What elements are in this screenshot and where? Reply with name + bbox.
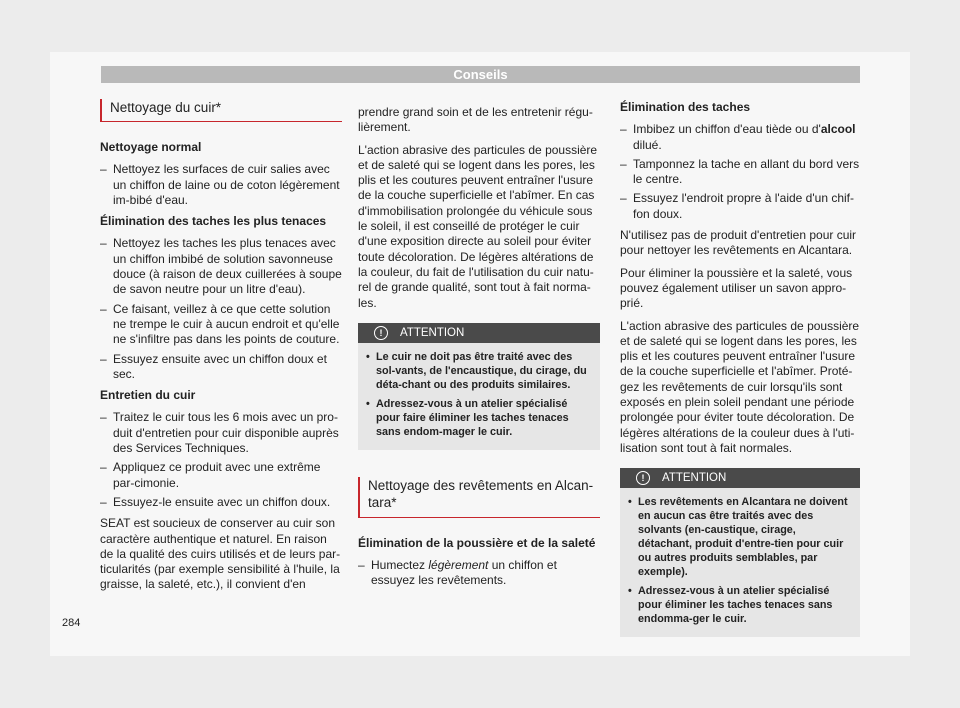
page-number: 284 — [62, 617, 81, 629]
dust-list — [358, 558, 600, 589]
warning-item: • Adressez-vous à un atelier spécialisé pour éliminer les taches tenaces sans endomma-ger le cuir. — [628, 584, 852, 626]
paragraph: Pour éliminer la poussière et la saleté, vous pouvez également utiliser un savon appro-prié. — [620, 265, 853, 311]
list-item: – Traitez le cuir tous les 6 mois avec un pro-duit d'entretien pour cuir disponible auprès des Services Techniques. — [100, 410, 342, 456]
list-item: – Imbibez un chiffon d'eau tiède ou d'alcool dilué. — [620, 122, 860, 153]
warning-icon: ! — [374, 326, 388, 340]
paragraph: L'action abrasive des particules de poussière et de saleté qui se logent dans les pores, les plis et les coutures peuvent entraîner l'usure de la couche superficielle et l'abîmer. Proté-gez les revêtements de cuir lorsqu'ils sont exposés en plein soleil pendant une période prolongée pour éviter toute décoloration. De légères altérations de la couleur dues à l'uti-lisation sont tout à fait normales. — [620, 318, 860, 455]
paragraph: prendre grand soin et de les entretenir régu-lièrement. — [358, 105, 593, 135]
paragraph: N'utilisez pas de produit d'entretien pour cuir pour nettoyer les revêtements en Alcantara. — [620, 228, 857, 258]
heading-stain-removal: Élimination des taches — [620, 100, 751, 114]
list-item: – Tamponnez la tache en allant du bord vers le centre. — [620, 157, 860, 188]
warning-title: ATTENTION — [662, 472, 727, 485]
column-left — [100, 99, 342, 600]
warning-item: • Adressez-vous à un atelier spécialisé pour faire éliminer les taches tenaces sans endom-mager le cuir. — [366, 397, 592, 439]
list-item: – Humectez légèrement un chiffon et essuyez les revêtements. — [358, 558, 600, 589]
warning-box — [358, 323, 600, 450]
warning-item: • Les revêtements en Alcantara ne doivent en aucun cas être traités avec des solvants (en-caustique, cirage, détachant, produit d'entre-tien pour cuir ou autres produits semblables, par exemple). — [628, 495, 852, 579]
warning-body — [358, 343, 600, 450]
warning-header — [620, 468, 860, 488]
normal-list — [100, 162, 342, 208]
list-item: – Essuyez l'endroit propre à l'aide d'un chif-fon doux. — [620, 191, 860, 222]
warning-box — [620, 468, 860, 637]
list-item: – Essuyez ensuite avec un chiffon doux et sec. — [100, 352, 342, 383]
list-item: – Appliquez ce produit avec une extrême par-cimonie. — [100, 460, 342, 491]
warning-header — [358, 323, 600, 343]
column-right — [620, 100, 860, 637]
emphasis: légèrement — [428, 558, 489, 573]
section-title-leather: Nettoyage du cuir* — [100, 99, 342, 122]
paragraph: SEAT est soucieux de conserver au cuir son caractère authentique et naturel. En raison de la qualité des cuirs utilisés et de leurs par-ticularités (par exemple sensibilité à l'huile, la graisse, la saleté, etc.), il convient d'en — [100, 516, 341, 592]
heading-normal-cleaning: Nettoyage normal — [100, 140, 202, 154]
column-middle — [358, 105, 600, 595]
heading-leather-care: Entretien du cuir — [100, 388, 196, 403]
bold-term: alcool — [820, 122, 856, 137]
list-item: – Nettoyez les taches les plus tenaces avec un chiffon imbibé de solution savonneuse douce (à raison de deux cuillerées à soupe de savon neutre pour un litre d'eau). — [100, 236, 342, 297]
section-title-alcantara: Nettoyage des revêtements en Alcan-tara* — [358, 477, 600, 518]
warning-body — [620, 488, 860, 637]
paragraph: L'action abrasive des particules de poussière et de saleté qui se logent dans les pores, les plis et les coutures peuvent entraîner l'usure de la couche superficielle et l'abîmer. En cas d'immobilisation prolongée du véhicule sous le soleil, il est conseillé de protéger le cuir d'une exposition directe au soleil pour éviter toute décoloration. De légères altérations de la couleur, du fait de l'utilisation du cuir natu-rel de grande qualité, sont tout à fait norma-les. — [358, 142, 598, 310]
stubborn-list — [100, 236, 342, 382]
care-list — [100, 410, 342, 510]
heading-stubborn-stains: Élimination des taches les plus tenaces — [100, 214, 327, 229]
warning-item: • Le cuir ne doit pas être traité avec des sol-vants, de l'encaustique, du cirage, du déta-chant ou des produits similaires. — [366, 350, 592, 392]
warning-icon: ! — [636, 471, 650, 485]
heading-dust-removal: Élimination de la poussière et de la saleté — [358, 535, 596, 550]
list-item: – Ce faisant, veillez à ce que cette solution ne trempe le cuir à aucun endroit et qu'elle ne s'infiltre pas dans les points de couture. — [100, 302, 342, 348]
page-header: Conseils — [101, 66, 860, 83]
stain-list — [620, 122, 860, 222]
list-item: – Essuyez-le ensuite avec un chiffon doux. — [100, 495, 342, 510]
warning-title: ATTENTION — [400, 326, 465, 339]
list-item: – Nettoyez les surfaces de cuir salies avec un chiffon de laine ou de coton légèrement im-bibé d'eau. — [100, 162, 342, 208]
